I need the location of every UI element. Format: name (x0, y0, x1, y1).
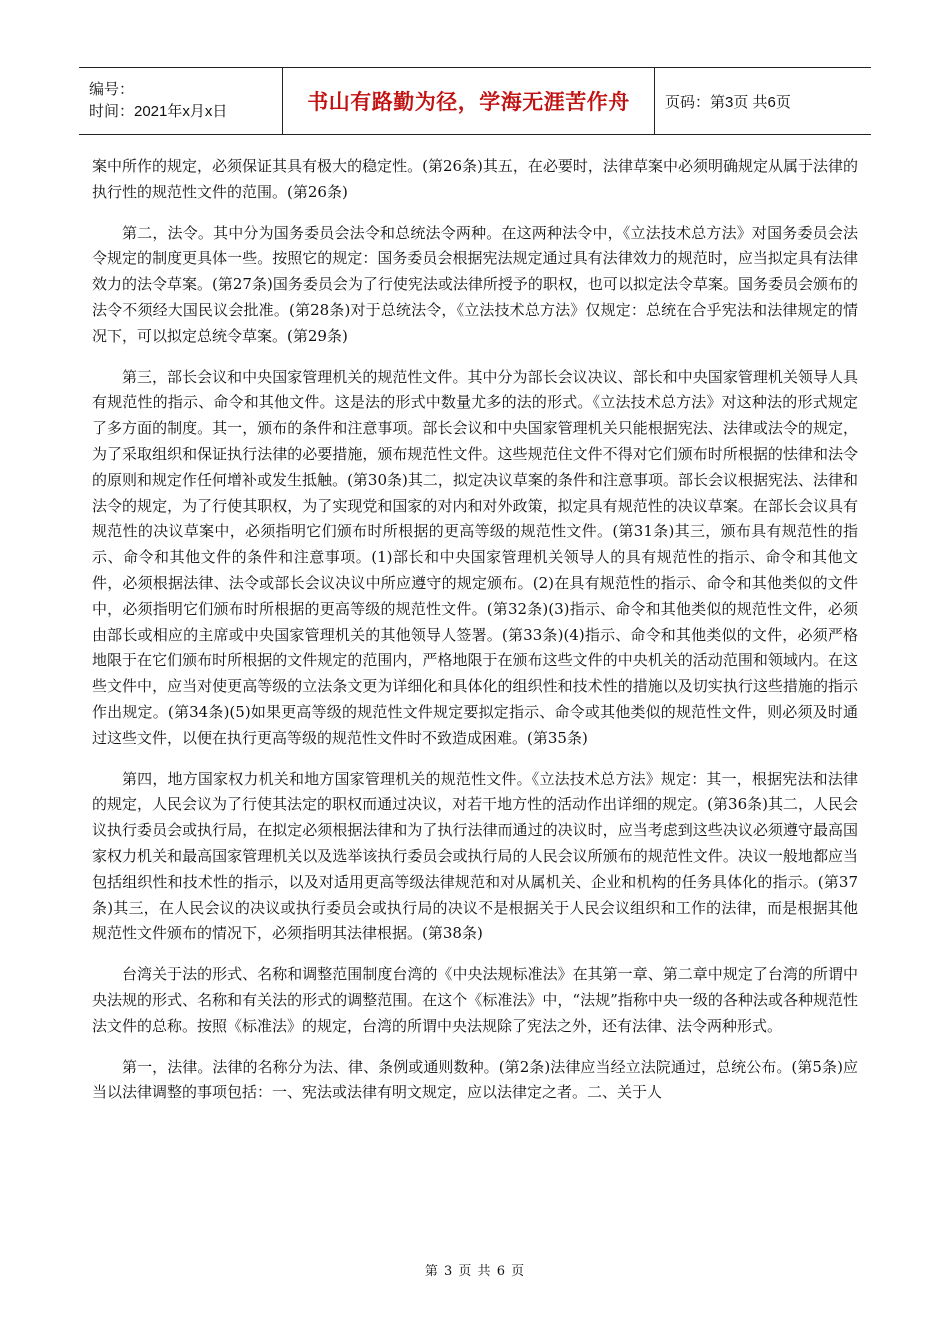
header-page-code-cell (655, 68, 871, 134)
body-paragraph: 第四，地方国家权力机关和地方国家管理机关的规范性文件。《立法技术总方法》规定：其一，根据宪法和法律的规定，人民会议为了行使其法定的职权而通过决议，对若干地方性的活动作出详细的规定。(第36条)其二，人民会议执行委员会或执行局，在拟定必须根据法律和为了执行法律而通过的决议时，应当考虑到这些决议必须遵守最高国家权力机关和最高国家管理机关以及选举该执行委员会或执行局的人民会议所颁布的规范性文件。决议一般地都应当包括组织性和技术性的指示，以及对适用更高等级法律规范和对从属机关、企业和机构的任务具体化的指示。(第37条)其三，在人民会议的决议或执行委员会或执行局的决议不是根据关于人民会议组织和工作的法律，而是根据其他规范性文件颁布的情况下，必须指明其法律根据。(第38条) (92, 769, 858, 943)
header-meta (79, 68, 283, 134)
document-body (92, 154, 858, 1121)
header-motto: 书山有路勤为径，学海无涯苦作舟 (307, 90, 630, 114)
header-motto-cell (283, 68, 655, 134)
body-paragraph: 案中所作的规定，必须保证其具有极大的稳定性。(第26条)其五，在必要时，法律草案中必须明确规定从属于法律的执行性的规范性文件的范围。(第26条) (92, 157, 858, 201)
body-paragraph: 台湾关于法的形式、名称和调整范围制度台湾的《中央法规标准法》在其第一章、第二章中规定了台湾的所谓中央法规的形式、名称和有关法的形式的调整范围。在这个《标准法》中，“法规”指称中央一级的各种法或各种规范性法文件的总称。按照《标准法》的规定，台湾的所谓中央法规除了宪法之外，还有法律、法令两种形式。 (92, 965, 858, 1035)
body-paragraph: 第二，法令。其中分为国务委员会法令和总统法令两种。在这两种法令中，《立法技术总方法》对国务委员会法令规定的制度更具体一些。按照它的规定：国务委员会根据宪法规定通过具有法律效力的规范时，应当拟定具有法律效力的法令草案。(第27条)国务委员会为了行使宪法或法律所授予的职权，也可以拟定法令草案。国务委员会颁布的法令不须经大国民议会批准。(第28条)对于总统法令，《立法技术总方法》仅规定：总统在合乎宪法和法律规定的情况下，可以拟定总统令草案。(第29条) (92, 223, 858, 345)
body-paragraph: 第一，法律。法律的名称分为法、律、条例或通则数种。(第2条)法律应当经立法院通过，总统公布。(第5条)应当以法律调整的事项包括：一、宪法或法律有明文规定，应以法律定之者。二、关于人 (92, 1057, 858, 1102)
page-footer (0, 1260, 950, 1279)
body-paragraph: 第三，部长会议和中央国家管理机关的规范性文件。其中分为部长会议决议、部长和中央国家管理机关领导人具有规范性的指示、命令和其他文件。这是法的形式中数量尤多的法的形式。《立法技术总方法》对这种法的形式规定了多方面的制度。其一，颁布的条件和注意事项。部长会议和中央国家管理机关只能根据宪法、法律或法令的规定，为了采取组织和保证执行法律的必要措施，颁布规范性文件。这些规范住文件不得对它们颁布时所根据的怯律和法令的原则和规定作任何增补或发生抵触。(第30条)其二，拟定决议草案的条件和注意事项。部长会议根据宪法、法律和法令的规定，为了行使其职权，为了实现党和国家的对内和对外政策，拟定具有规范性的决议草案。在部长会议具有规范性的决议草案中，必须指明它们颁布时所根据的更高等级的规范性文件。(第31条)其三，颁布具有规范性的指示、命令和其他文件的条件和注意事项。(1)部长和中央国家管理机关领导人的具有规范性的指示、命令和其他文件，必须根据法律、法令或部长会议决议中所应遵守的规定颁布。(2)在具有规范性的指示、命令和其他类似的文件中，必须指明它们颁布时所根据的更高等级的规范性文件。(第32条)(3)指示、命令和其他类似的规范性文件，必须由部长或相应的主席或中央国家管理机关的其他领导人签署。(第33条)(4)指示、命令和其他类似的文件，必须严格地限于在它们颁布时所根据的文件规定的范围内，严格地限于在颁布这些文件的中央机关的活动范围和领域内。在这些文件中，应当对使更高等级的立法条文更为详细化和具体化的组织性和技术性的措施以及切实执行这些措施的指示作出规定。(第34条)(5)如果更高等级的规范性文件规定要拟定指示、命令或其他类似的规范性文件，则必须及时通过这些文件，以便在执行更高等级的规范性文件时不致造成困难。(第35条) (92, 367, 858, 747)
document-number-label: 编号： (89, 81, 135, 98)
document-time-label: 时间：2021年x月x日 (89, 103, 228, 120)
header-page-code: 页码：第3页 共6页 (665, 93, 791, 111)
footer-page-number: 第 3 页 共 6 页 (424, 1264, 526, 1279)
page-header (79, 67, 871, 135)
